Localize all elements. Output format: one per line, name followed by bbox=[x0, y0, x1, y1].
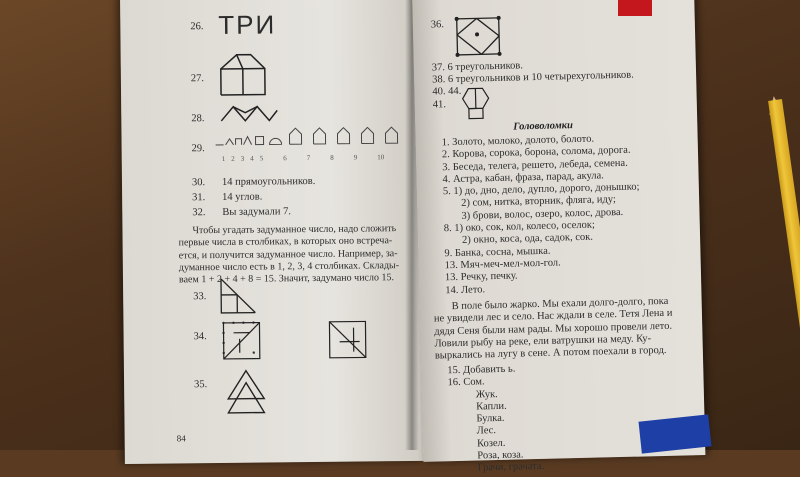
story-line: В поле было жарко. Мы ехали долго-долго, пока bbox=[434, 296, 673, 314]
answer-line: 3. Беседа, телега, решето, лебеда, семена. bbox=[442, 157, 639, 174]
right-page bbox=[412, 0, 705, 462]
answer-line: 3) брови, волос, озеро, колос, дрова. bbox=[443, 206, 640, 223]
item-40: 40. 44. bbox=[432, 86, 461, 99]
zigzag-figure bbox=[219, 100, 279, 125]
answer-line: Роза, коза. bbox=[449, 449, 544, 464]
shape-sequence bbox=[213, 121, 413, 155]
answer-line: Грачи, грачата. bbox=[450, 461, 545, 476]
answer-line: 14. Лето. bbox=[445, 280, 642, 297]
answer-line: 2. Корова, сорока, борона, солома, дорога. bbox=[442, 145, 639, 162]
item-35-number: 35. bbox=[194, 379, 207, 390]
item-30-number: 30. bbox=[192, 177, 205, 188]
left-page bbox=[120, 0, 425, 464]
puzzle-answers-2 bbox=[447, 363, 544, 476]
answer-line: 8. 1) око, сок, кол, колесо, оселок; bbox=[444, 219, 641, 236]
story-line: выркались на лугу в сене. А потом поехали в город. bbox=[435, 345, 674, 363]
answer-line: 1. Золото, молоко, долото, болото. bbox=[442, 133, 639, 150]
item-26-number: 26. bbox=[190, 21, 203, 32]
answer-line: 5. 1) до, дно, дело, дупло, дорого, донышко; bbox=[443, 182, 640, 199]
answer-line: 2) окно, коса, ода, садок, сок. bbox=[444, 231, 641, 248]
item-31-text: 14 углов. bbox=[222, 192, 262, 205]
item-34-number: 34. bbox=[194, 331, 207, 342]
item-27-number: 27. bbox=[191, 73, 204, 84]
dot-grid-figures bbox=[219, 317, 379, 365]
item-28-number: 28. bbox=[191, 113, 204, 124]
answer-line: 2) сом, нитка, вторник, фляга, иду; bbox=[443, 194, 640, 211]
item-31-number: 31. bbox=[192, 192, 205, 203]
house-figure bbox=[219, 52, 269, 97]
answer-line: 13. Мяч-меч-мел-мол-гол. bbox=[445, 255, 642, 272]
item-30-text: 14 прямоугольников. bbox=[222, 176, 316, 189]
explanation-paragraph: Чтобы угадать задуманное число, надо сложить первые числа в столбиках, в которых оно встреча- ется, и получится задуманное число. Например, за- думанное число есть в 1, 2, 3, 4 столбиках. Склады- ваем 1 + 2 + 4 + 8 = 15. Значит, задумано число 15. bbox=[178, 223, 419, 287]
answer-line: 16. Сом. bbox=[447, 375, 542, 390]
story-line: Ловили рыбу на реке, ели ватрушки на меду. Ку- bbox=[434, 333, 673, 351]
triangle-grid-figure bbox=[219, 277, 259, 317]
answer-line: 13. Речку, печку. bbox=[445, 268, 642, 285]
section-title: Головоломки bbox=[513, 120, 573, 132]
story-line: дядя Сеня были нам рады. Мы хорошо провели лето. bbox=[434, 320, 673, 338]
hexagon-figure bbox=[458, 86, 493, 123]
item-32-number: 32. bbox=[192, 207, 205, 218]
item-41-number: 41. bbox=[433, 99, 446, 110]
answer-line: 9. Банка, сосна, мышка. bbox=[444, 243, 641, 260]
item-36-number: 36. bbox=[431, 19, 444, 30]
answer-line: Капли. bbox=[448, 400, 543, 415]
answer-line: Булка. bbox=[448, 412, 543, 427]
left-page-number: 84 bbox=[177, 433, 186, 443]
puzzle-answers bbox=[442, 133, 642, 298]
answer-line: Жук. bbox=[448, 388, 543, 403]
sequence-labels: 1 2 3 4 5 6 7 8 9 10 bbox=[222, 151, 385, 165]
item-33-number: 33. bbox=[193, 291, 206, 302]
red-bookmark bbox=[618, 0, 652, 16]
item-26-word: ТРИ bbox=[218, 10, 276, 39]
answer-line: 15. Добавить ь. bbox=[447, 363, 542, 378]
triangles-figure bbox=[226, 368, 267, 416]
item-32-text: Вы задумали 7. bbox=[222, 206, 291, 219]
square-dots-figure bbox=[453, 14, 506, 59]
item-38: 38. 6 треугольников и 10 четырехугольников. bbox=[432, 70, 634, 87]
item-37: 37. 6 треугольников. bbox=[432, 60, 523, 75]
item-29-number: 29. bbox=[192, 143, 205, 154]
story-line: не увидели лес и село. Нас ждали в селе. Тетя Лена и bbox=[434, 308, 673, 326]
answer-line: 4. Астра, кабан, фраза, парад, акула. bbox=[442, 169, 639, 186]
answer-line: Лес. bbox=[449, 424, 544, 439]
answer-line: Козел. bbox=[449, 437, 544, 452]
story-paragraph bbox=[434, 296, 674, 363]
